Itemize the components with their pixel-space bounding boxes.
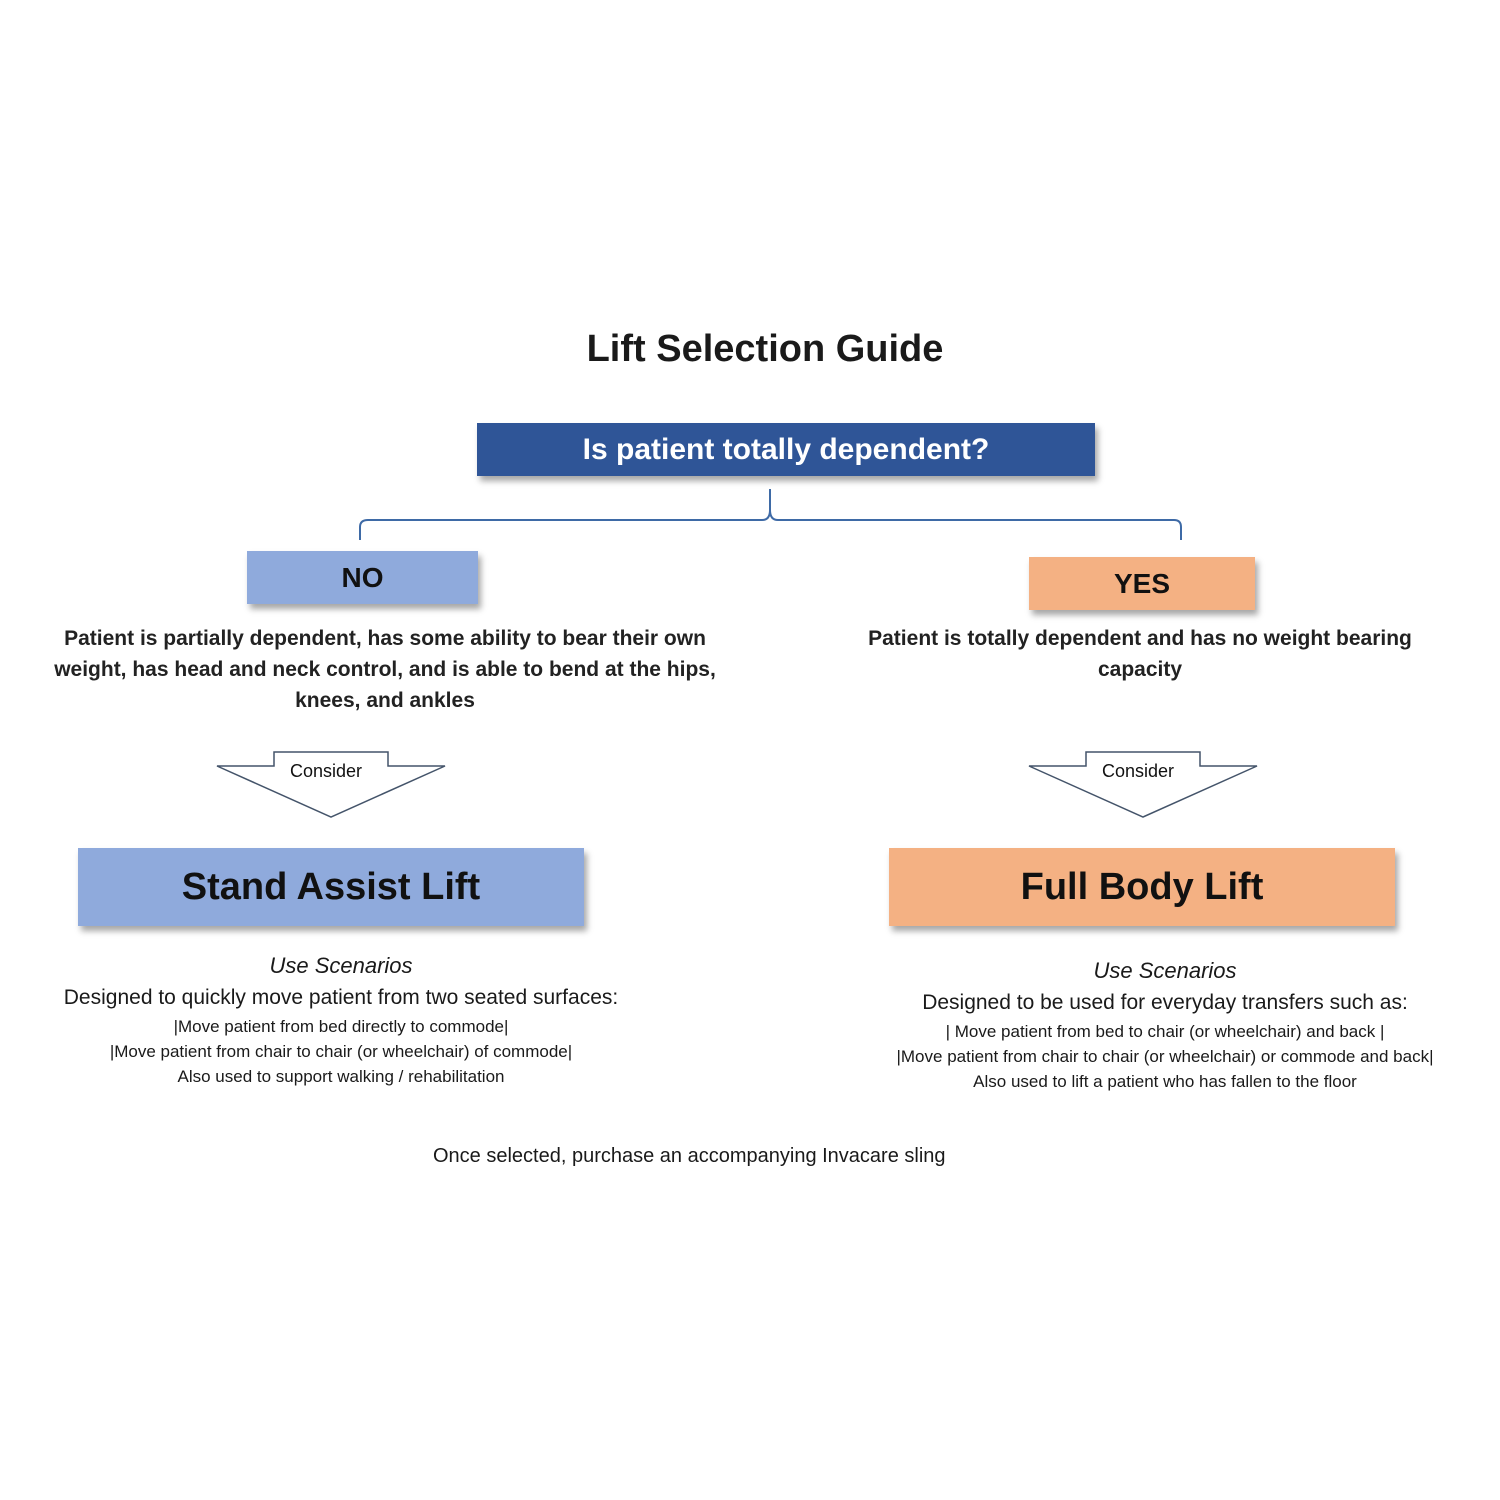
full-body-lift-label: Full Body Lift bbox=[1020, 865, 1264, 908]
scenario-item: Also used to support walking / rehabilitation bbox=[177, 1067, 505, 1086]
consider-label-yes: Consider bbox=[1102, 761, 1175, 781]
consider-label-no: Consider bbox=[290, 761, 363, 781]
scenario-item: Also used to lift a patient who has fallen to the floor bbox=[973, 1072, 1357, 1091]
scenario-item: |Move patient from chair to chair (or wheelchair) or commode and back| bbox=[896, 1047, 1434, 1066]
yes-branch-box bbox=[1029, 557, 1255, 610]
scenario-item: | Move patient from bed to chair (or wheelchair) and back | bbox=[945, 1022, 1385, 1041]
scenarios-heading: Use Scenarios bbox=[269, 953, 413, 978]
full-body-lift-box bbox=[889, 848, 1395, 926]
stand-assist-scenarios bbox=[0, 950, 682, 1089]
page-title: Lift Selection Guide bbox=[586, 328, 944, 370]
scenarios-intro: Designed to be used for everyday transfers such as: bbox=[922, 991, 1408, 1014]
scenarios-heading: Use Scenarios bbox=[1093, 958, 1237, 983]
footer-note: Once selected, purchase an accompanying Invacare sling bbox=[433, 1145, 946, 1167]
question-text: Is patient totally dependent? bbox=[582, 432, 990, 466]
stand-assist-lift-label: Stand Assist Lift bbox=[181, 865, 481, 908]
no-label: NO bbox=[341, 561, 384, 593]
yes-label: YES bbox=[1113, 567, 1171, 599]
scenario-item: |Move patient from bed directly to commode| bbox=[173, 1017, 509, 1036]
scenario-item: |Move patient from chair to chair (or wheelchair) of commode| bbox=[109, 1042, 573, 1061]
scenarios-intro: Designed to quickly move patient from two seated surfaces: bbox=[63, 986, 619, 1009]
stand-assist-lift-box bbox=[78, 848, 584, 926]
yes-description: Patient is totally dependent and has no weight bearing capacity bbox=[868, 627, 1412, 681]
no-description: Patient is partially dependent, has some ability to bear their own weight, has head and neck control, and is able to bend at the hips, knees, and ankles bbox=[54, 627, 716, 712]
full-body-scenarios bbox=[840, 955, 1490, 1094]
no-branch-box bbox=[247, 551, 478, 604]
